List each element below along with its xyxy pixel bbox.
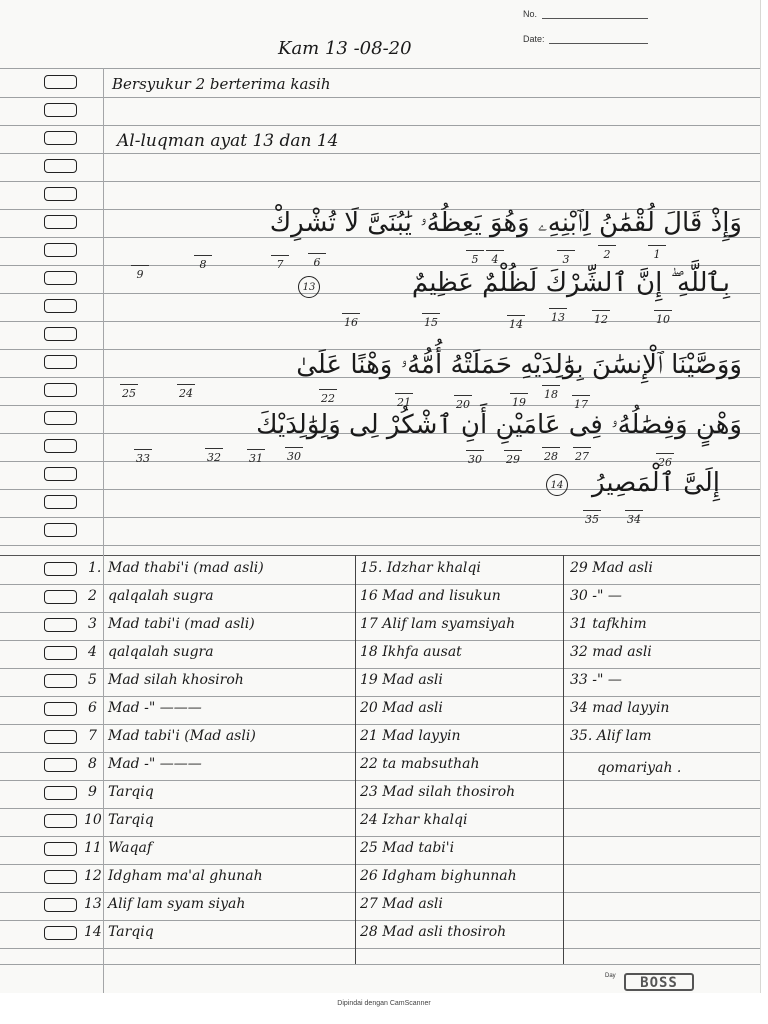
checkbox — [44, 187, 77, 201]
tajwid-marker: 34 — [623, 513, 645, 526]
tajwid-rule: 17 Alif lam syamsiyah — [360, 616, 516, 632]
tajwid-rule: 20 Mad asli — [360, 700, 443, 716]
tajwid-marker: 5 — [464, 253, 486, 266]
checkbox — [44, 842, 77, 856]
tajwid-marker: 26 — [654, 456, 676, 469]
tajwid-rule: Tarqiq — [108, 812, 154, 828]
rule-line — [0, 584, 760, 585]
rule-line — [0, 321, 760, 322]
checkbox — [44, 411, 77, 425]
rule-line — [0, 752, 760, 753]
tajwid-marker: 1 — [646, 248, 668, 261]
checkbox — [44, 327, 77, 341]
tajwid-marker: 17 — [570, 398, 592, 411]
tajwid-rule: qomariyah . — [597, 760, 682, 776]
tajwid-rule: Mad tabi'i (Mad asli) — [108, 728, 256, 744]
table-column-divider — [563, 555, 564, 964]
rule-line — [0, 892, 760, 893]
row-number: 4 — [88, 644, 97, 660]
tajwid-rule: 16 Mad and lisukun — [360, 588, 501, 604]
tajwid-rule: 34 mad layyin — [570, 700, 670, 716]
checkbox — [44, 870, 77, 884]
tajwid-marker: 9 — [129, 268, 151, 281]
checkbox — [44, 814, 77, 828]
tajwid-rule: Tarqiq — [108, 784, 154, 800]
checkbox — [44, 75, 77, 89]
rule-line — [0, 125, 760, 126]
tajwid-rule: 24 Izhar khalqi — [360, 812, 468, 828]
checkbox — [44, 159, 77, 173]
date-label: Date: — [523, 34, 545, 44]
row-number: 3 — [88, 616, 97, 632]
date-underline — [549, 43, 648, 44]
rule-line — [0, 265, 760, 266]
note-line-2: Al-luqman ayat 13 dan 14 — [117, 131, 339, 151]
rule-line — [0, 612, 760, 613]
tajwid-marker: 7 — [269, 258, 291, 271]
row-number: 10 — [84, 812, 102, 828]
tajwid-marker: 6 — [306, 256, 328, 269]
rule-line — [0, 780, 760, 781]
tajwid-rule: 28 Mad asli thosiroh — [360, 924, 507, 940]
arabic-verse-13-line-2: بِٱللَّهِ ۖ إِنَّ ٱلشِّرْكَ لَظُلْمٌ عَظِيمٌ — [411, 268, 730, 298]
checkbox — [44, 562, 77, 576]
tajwid-marker: 8 — [192, 258, 214, 271]
tajwid-rule: Mad -" ——— — [108, 700, 202, 716]
checkbox — [44, 215, 77, 229]
arabic-verse-14-line-1: وَوَصَّيْنَا ٱلْإِنسَٰنَ بِوَٰلِدَيْهِ حَمَلَتْهُ أُمُّهُۥ وَهْنًا عَلَىٰ — [296, 350, 742, 380]
tajwid-rule: 15. Idzhar khalqi — [360, 560, 481, 576]
no-underline — [542, 18, 648, 19]
tajwid-rule: 33 -" — — [570, 672, 622, 688]
ayah-14-marker: 14 — [546, 474, 568, 496]
tajwid-marker: 22 — [317, 392, 339, 405]
boss-stamp-logo: BOSS — [624, 973, 694, 991]
rule-line — [0, 920, 760, 921]
tajwid-marker: 14 — [505, 318, 527, 331]
arabic-verse-14-line-3: إِلَىَّ ٱلْمَصِيرُ — [591, 468, 720, 498]
tajwid-rule: 22 ta mabsuthah — [360, 756, 480, 772]
tajwid-rule: Mad thabi'i (mad asli) — [108, 560, 264, 576]
tajwid-rule: Mad silah khosiroh — [108, 672, 244, 688]
tajwid-rule: 25 Mad tabi'i — [360, 840, 455, 856]
tajwid-marker: 35 — [581, 513, 603, 526]
row-number: 5 — [88, 672, 97, 688]
rule-line — [0, 181, 760, 182]
row-number: 12 — [84, 868, 102, 884]
tajwid-marker: 13 — [547, 311, 569, 324]
tajwid-marker: 18 — [540, 388, 562, 401]
checkbox — [44, 523, 77, 537]
row-number: 14 — [84, 924, 102, 940]
tajwid-rule: 35. Alif lam — [570, 728, 652, 744]
checkbox — [44, 758, 77, 772]
row-number: 9 — [88, 784, 97, 800]
checkbox — [44, 383, 77, 397]
checkbox — [44, 271, 77, 285]
tajwid-marker: 32 — [203, 451, 225, 464]
tajwid-rule: 29 Mad asli — [570, 560, 653, 576]
tajwid-rule: 26 Idgham bighunnah — [360, 868, 517, 884]
tajwid-rule: 23 Mad silah thosiroh — [360, 784, 516, 800]
tajwid-rule: qalqalah sugra — [108, 588, 214, 604]
tajwid-rule: 19 Mad asli — [360, 672, 443, 688]
checkbox — [44, 467, 77, 481]
row-number: 13 — [84, 896, 102, 912]
note-line-1: Bersyukur 2 berterima kasih — [112, 75, 331, 93]
tajwid-marker: 30 — [464, 453, 486, 466]
tajwid-rule: 30 -" — — [570, 588, 622, 604]
checkbox — [44, 103, 77, 117]
rule-line — [0, 640, 760, 641]
tajwid-marker: 28 — [540, 450, 562, 463]
checkbox — [44, 590, 77, 604]
tajwid-marker: 3 — [555, 253, 577, 266]
tajwid-marker: 29 — [502, 453, 524, 466]
checkbox — [44, 495, 77, 509]
ayah-13-marker: 13 — [298, 276, 320, 298]
table-top-line — [0, 555, 760, 556]
rule-line — [0, 517, 760, 518]
stamp-day-label: Day — [605, 973, 616, 979]
tajwid-marker: 30 — [283, 450, 305, 463]
checkbox — [44, 646, 77, 660]
checkbox — [44, 131, 77, 145]
checkbox — [44, 674, 77, 688]
arabic-verse-13-line-1: وَإِذْ قَالَ لُقْمَٰنُ لِٱبْنِهِۦ وَهُوَ يَعِظُهُۥ يَٰبُنَىَّ لَا تُشْرِكْ — [269, 208, 742, 238]
rule-line — [0, 808, 760, 809]
row-number: 2 — [88, 588, 97, 604]
rule-line — [0, 668, 760, 669]
checkbox — [44, 355, 77, 369]
row-number: 11 — [84, 840, 102, 856]
tajwid-rule: 18 Ikhfa ausat — [360, 644, 462, 660]
tajwid-rule: Mad tabi'i (mad asli) — [108, 616, 255, 632]
tajwid-rule: Mad -" ——— — [108, 756, 202, 772]
tajwid-rule: Idgham ma'al ghunah — [108, 868, 263, 884]
tajwid-rule: 21 Mad layyin — [360, 728, 461, 744]
tajwid-marker: 27 — [571, 450, 593, 463]
tajwid-marker: 24 — [175, 387, 197, 400]
rule-line — [0, 153, 760, 154]
tajwid-marker: 31 — [245, 452, 267, 465]
tajwid-rule: 27 Mad asli — [360, 896, 443, 912]
tajwid-rule: Waqaf — [108, 840, 153, 856]
tajwid-rule: Tarqiq — [108, 924, 154, 940]
rule-line — [0, 864, 760, 865]
tajwid-rule: Alif lam syam siyah — [108, 896, 246, 912]
checkbox — [44, 439, 77, 453]
row-number: 8 — [88, 756, 97, 772]
rule-line — [0, 545, 760, 546]
checkbox — [44, 702, 77, 716]
rule-line — [0, 964, 760, 965]
rule-line — [0, 836, 760, 837]
tajwid-marker: 25 — [118, 387, 140, 400]
scanner-footer: Dipindai dengan CamScanner — [337, 1000, 431, 1007]
tajwid-marker: 15 — [420, 316, 442, 329]
arabic-verse-14-line-2: وَهْنٍ وَفِصَٰلُهُۥ فِى عَامَيْنِ أَنِ ٱشْكُرْ لِى وَلِوَٰلِدَيْكَ — [256, 410, 742, 440]
tajwid-rule: qalqalah sugra — [108, 644, 214, 660]
rule-line — [0, 461, 760, 462]
rule-line — [0, 948, 760, 949]
row-number: 6 — [88, 700, 97, 716]
checkbox — [44, 618, 77, 632]
rule-line — [0, 97, 760, 98]
tajwid-rule: 31 tafkhim — [570, 616, 647, 632]
rule-line — [0, 405, 760, 406]
margin-line — [103, 68, 104, 993]
no-label: No. — [523, 9, 538, 19]
checkbox — [44, 299, 77, 313]
tajwid-marker: 12 — [590, 313, 612, 326]
checkbox — [44, 243, 77, 257]
rule-line — [0, 696, 760, 697]
tajwid-marker: 2 — [596, 248, 618, 261]
tajwid-rule: 32 mad asli — [570, 644, 652, 660]
row-number: 7 — [88, 728, 97, 744]
tajwid-marker: 19 — [508, 396, 530, 409]
row-number: 1. — [88, 560, 102, 576]
tajwid-marker: 20 — [452, 398, 474, 411]
checkbox — [44, 898, 77, 912]
rule-line — [0, 68, 760, 69]
tajwid-marker: 21 — [393, 396, 415, 409]
tajwid-marker: 16 — [340, 316, 362, 329]
tajwid-marker: 33 — [132, 452, 154, 465]
checkbox — [44, 786, 77, 800]
checkbox — [44, 926, 77, 940]
checkbox — [44, 730, 77, 744]
handwritten-date: Kam 13 -08-20 — [278, 38, 412, 59]
rule-line — [0, 724, 760, 725]
tajwid-marker: 4 — [484, 253, 506, 266]
tajwid-marker: 10 — [652, 313, 674, 326]
table-column-divider — [355, 555, 356, 964]
